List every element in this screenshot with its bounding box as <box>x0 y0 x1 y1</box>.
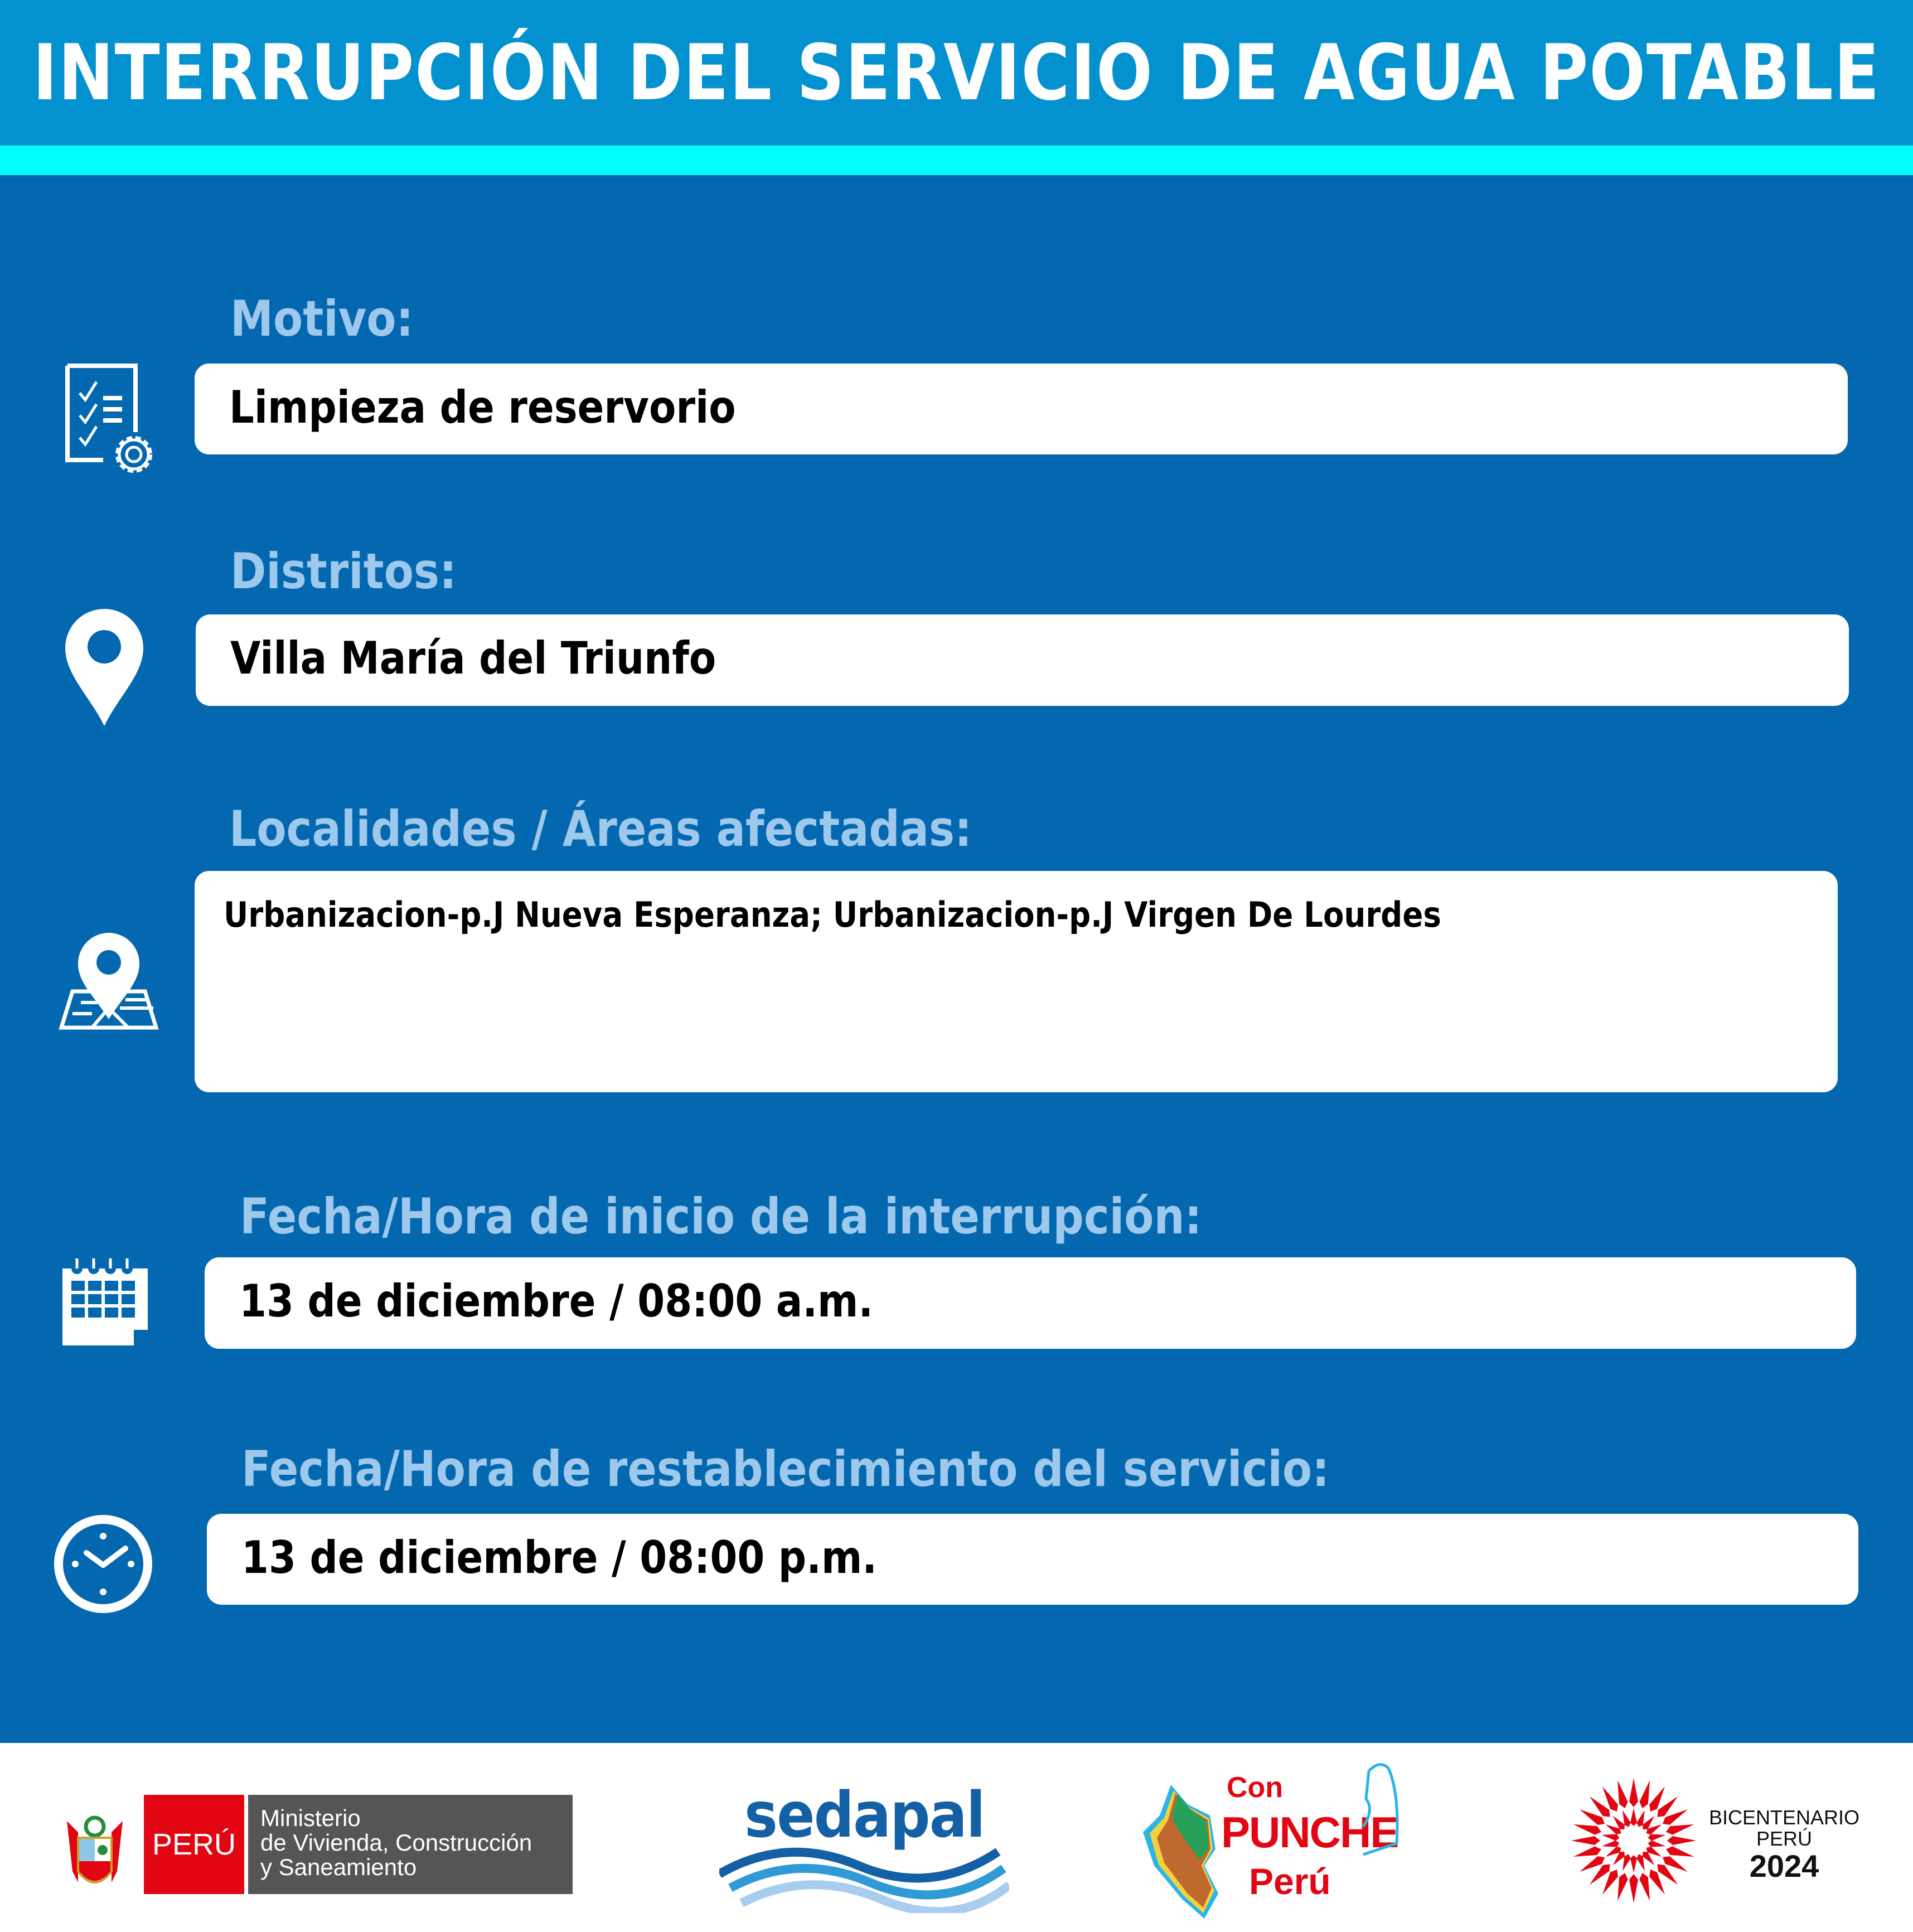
localidades-field <box>195 871 1838 1092</box>
bicentenario-line-2: PERÚ <box>1756 1827 1813 1850</box>
localidades-value: Urbanizacion-p.J Nueva Esperanza; Urbanizacion-p.J Virgen De Lourdes <box>224 894 1441 935</box>
distritos-field <box>196 614 1849 706</box>
header-banner <box>0 0 1913 146</box>
punche-word: PUNCHE <box>1221 1808 1398 1857</box>
bicentenario-logo <box>1567 1774 1879 1907</box>
restablecimiento-field <box>207 1514 1858 1605</box>
page-title: INTERRUPCIÓN DEL SERVICIO DE AGUA POTABLE <box>32 28 1881 118</box>
motivo-value: Limpieza de reservorio <box>229 381 736 433</box>
footer-logos <box>0 1743 1913 1932</box>
accent-stripe <box>0 146 1913 175</box>
map-pin-icon <box>59 930 159 1030</box>
inicio-label: Fecha/Hora de inicio de la interrupción: <box>240 1188 1202 1245</box>
peru-map-icon <box>1137 1782 1232 1921</box>
punche-peru: Perú <box>1249 1861 1331 1902</box>
restablecimiento-value: 13 de diciembre / 08:00 p.m. <box>241 1532 878 1584</box>
distritos-value: Villa María del Triunfo <box>230 632 716 684</box>
clock-icon <box>53 1514 153 1614</box>
sedapal-waves-icon <box>719 1841 1009 1913</box>
sedapal-logo <box>719 1774 1009 1913</box>
restablecimiento-label: Fecha/Hora de restablecimiento del servicio: <box>241 1440 1330 1498</box>
punche-con: Con <box>1227 1771 1284 1804</box>
con-punche-peru-logo <box>1137 1760 1405 1927</box>
bicentenario-text <box>1709 1807 1859 1883</box>
checklist-gear-icon <box>64 362 159 474</box>
bicentenario-sun-icon <box>1567 1774 1701 1907</box>
motivo-label: Motivo: <box>230 290 414 347</box>
distritos-label: Distritos: <box>230 543 457 600</box>
location-pin-icon <box>62 608 146 728</box>
inicio-field <box>205 1257 1856 1349</box>
sedapal-wordmark: sedapal <box>744 1779 985 1852</box>
localidades-label: Localidades / Áreas afectadas: <box>229 800 972 858</box>
calendar-icon <box>56 1257 153 1352</box>
peru-label: PERÚ <box>144 1795 244 1894</box>
ministry-name <box>248 1795 573 1894</box>
ministry-line-3: y Saneamiento <box>260 1854 417 1880</box>
bicentenario-year: 2024 <box>1749 1848 1819 1883</box>
motivo-field <box>195 364 1848 454</box>
ministry-line-1: Ministerio <box>260 1805 361 1831</box>
inicio-value: 13 de diciembre / 08:00 a.m. <box>239 1275 874 1327</box>
bicentenario-line-1: BICENTENARIO <box>1709 1806 1860 1829</box>
flexed-arm-icon <box>1358 1760 1402 1871</box>
ministry-line-2: de Vivienda, Construcción <box>260 1829 532 1856</box>
peru-crest-icon <box>56 1799 134 1899</box>
